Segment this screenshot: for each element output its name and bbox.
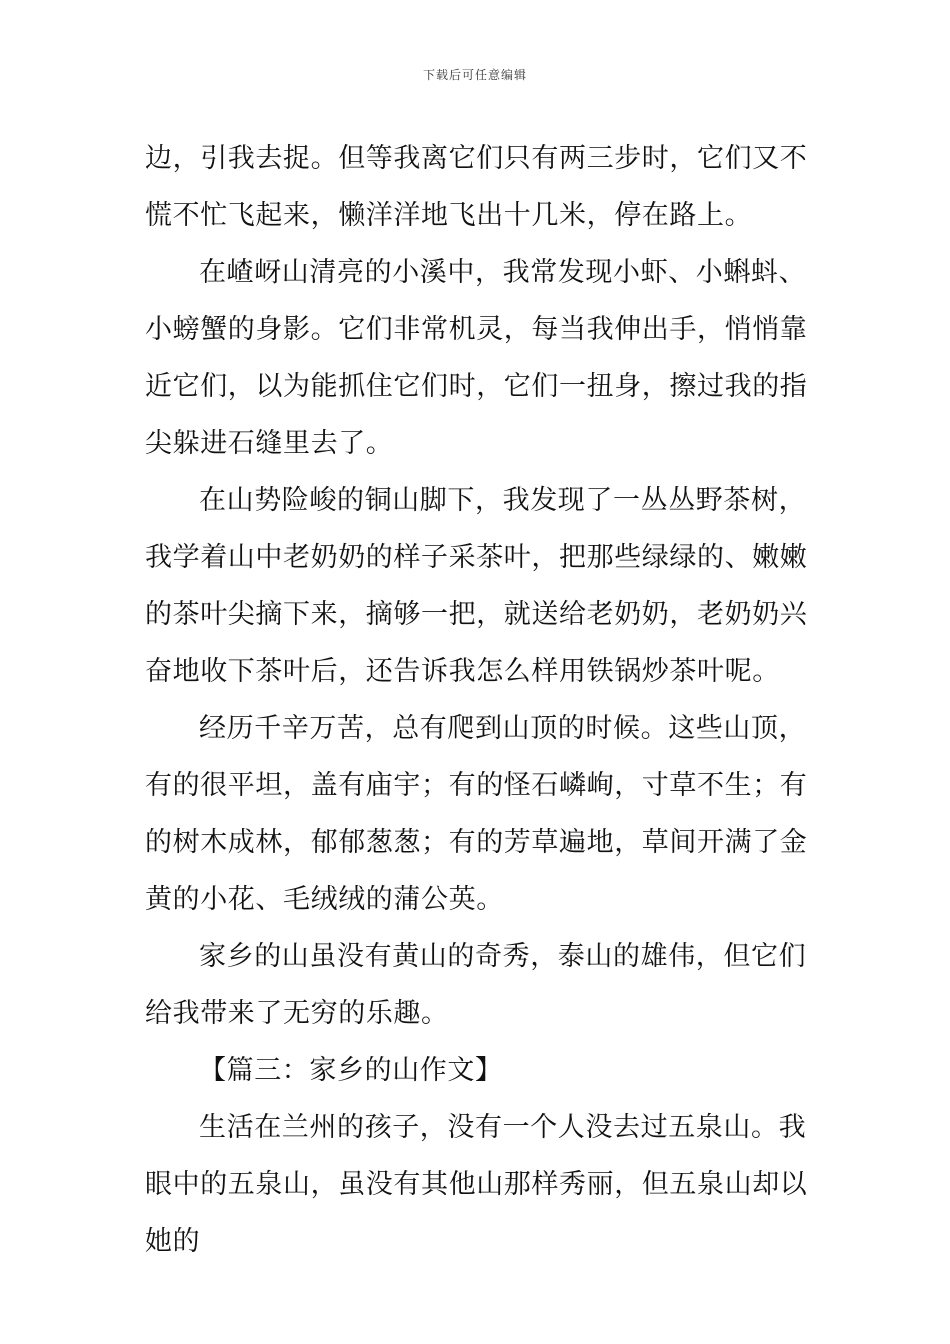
document-body	[145, 130, 810, 1270]
paragraph-2: 在嵖岈山清亮的小溪中，我常发现小虾、小蝌蚪、小螃蟹的身影。它们非常机灵，每当我伸出手，悄悄靠近它们，以为能抓住它们时，它们一扭身，擦过我的指尖躲进石缝里去了。	[145, 257, 808, 459]
paragraph-6: 生活在兰州的孩子，没有一个人没去过五泉山。我眼中的五泉山，虽没有其他山那样秀丽，但五泉山却以她的	[145, 1112, 808, 1257]
page-header-note: 下载后可任意编辑	[422, 68, 527, 82]
section-heading: 【篇三：家乡的山作文】	[199, 1055, 503, 1086]
paragraph-1: 边，引我去捉。但等我离它们只有两三步时，它们又不慌不忙飞起来，懒洋洋地飞出十几米，停在路上。	[145, 143, 808, 231]
paragraph-3: 在山势险峻的铜山脚下，我发现了一丛丛野茶树，我学着山中老奶奶的样子采茶叶，把那些绿绿的、嫩嫩的茶叶尖摘下来，摘够一把，就送给老奶奶，老奶奶兴奋地收下茶叶后，还告诉我怎么样用铁锅炒茶叶呢。	[145, 485, 808, 687]
paragraph-4: 经历千辛万苦，总有爬到山顶的时候。这些山顶，有的很平坦，盖有庙宇；有的怪石嶙峋，寸草不生；有的树木成林，郁郁葱葱；有的芳草遍地，草间开满了金黄的小花、毛绒绒的蒲公英。	[145, 713, 808, 915]
paragraph-5: 家乡的山虽没有黄山的奇秀，泰山的雄伟，但它们给我带来了无穷的乐趣。	[145, 941, 807, 1029]
